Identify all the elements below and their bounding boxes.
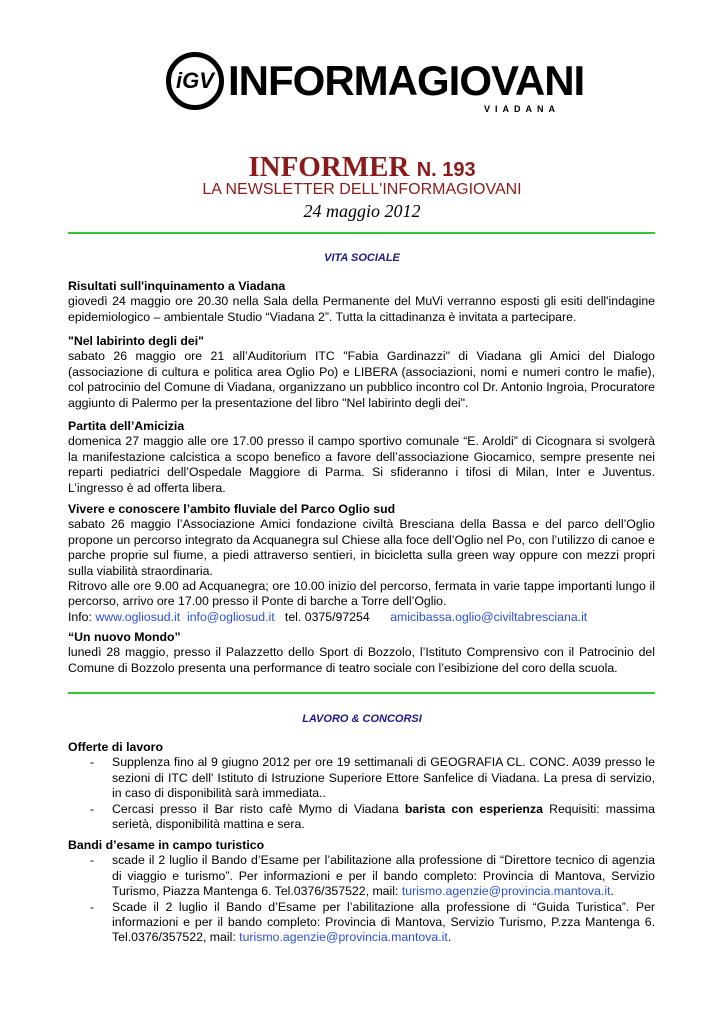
offerte-list — [68, 755, 655, 832]
logo-part-vani: VANI — [491, 57, 585, 104]
article-body: sabato 26 maggio ore 21 all’Auditorium ITC "Fabia Gardinazzi" di Viadana gli Amici del Dialogo (associazione di cultura e politica area Oglio Po) e LIBERA (associazioni, nomi e numeri contro le mafie), col patrocinio del Comune di Viadana, organizzano un pubblico incontro col Dr. Antonio Ingroia, Procuratore aggiunto di Palermo per la presentazione del libro "Nel labirinto degli dei". — [68, 349, 655, 410]
dash-marker: - — [90, 755, 95, 770]
list-item-bold: barista con esperienza — [404, 801, 543, 816]
list-item-text: Supplenza fino al 9 giugno 2012 per ore 19 settimanali di GEOGRAFIA CL. CONC. A039 presso le sezioni di ITC dell' Istituto di Istruzione Superiore Ettore Sanfelice di Viadana. La presa di servizio, in caso di disponibilità sarà immediata.. — [112, 755, 655, 801]
dash-marker: - — [90, 899, 95, 914]
list-item-text: Requisiti: massima serietà, disponibilità mattina e sera. — [112, 801, 655, 832]
article-heading: Vivere e conoscere l’ambito fluviale del Parco Oglio sud — [68, 502, 396, 516]
newsletter-subtitle: LA NEWSLETTER DELL'INFORMAGIOVANI — [202, 181, 522, 198]
dash-marker: - — [90, 853, 95, 868]
article-parco-oglio — [68, 502, 655, 625]
divider-rule — [68, 232, 655, 234]
list-item-text: scade il 2 luglio il Bando d’Esame per l’abilitazione alla professione di “Direttore tecnico di agenzia di viaggio e turismo”. Per informazioni e per il bando completo: Provincia di Mantova, Servizio Turismo, Piazza Mantenga 6. Tel.0376/357522, mail: — [112, 853, 655, 899]
article-nuovo-mondo — [68, 630, 655, 676]
article-heading: Partita dell’Amicizia — [68, 419, 185, 433]
info-label: Info: — [68, 609, 96, 624]
article-heading: “Un nuovo Mondo” — [68, 630, 181, 644]
title-text: INFORMER — [248, 151, 410, 183]
bandi-list — [68, 853, 655, 945]
list-item — [68, 802, 655, 833]
link-ogliosud[interactable]: www.ogliosud.it — [95, 609, 181, 624]
article-inquinamento — [68, 279, 655, 325]
article-heading: Risultati sull'inquinamento a Viadana — [68, 279, 286, 293]
article-heading: Bandi d’esame in campo turistico — [68, 838, 265, 852]
article-info-line — [68, 610, 655, 625]
article-heading: Offerte di lavoro — [68, 740, 163, 754]
article-body: lunedì 28 maggio, presso il Palazzetto dello Sport di Bozzolo, l’Istituto Comprensivo con il Patrocinio del Comune di Bozzolo presenta una performance di teatro sociale con l’esibizione del coro della scuola. — [68, 645, 655, 675]
logo-subtitle: VIADANA — [484, 104, 561, 114]
logo-part-gio: GIO — [416, 57, 491, 104]
section-title-vita-sociale: VITA SOCIALE — [324, 252, 400, 264]
period: . — [610, 884, 614, 899]
article-heading: "Nel labirinto degli dei" — [68, 334, 205, 348]
logo-wordmark — [228, 58, 584, 104]
link-turismo-email[interactable]: turismo.agenzie@provincia.mantova.it — [401, 884, 611, 899]
article-offerte-lavoro — [68, 740, 655, 832]
list-item — [68, 900, 655, 946]
list-item-text: Cercasi presso il Bar risto cafè Mymo di Viadana — [112, 801, 405, 816]
newsletter-date: 24 maggio 2012 — [303, 201, 421, 221]
info-tel: tel. 0375/97254 — [284, 609, 370, 624]
issue-number: N. 193 — [416, 159, 476, 181]
newsletter-title — [0, 151, 724, 184]
article-partita — [68, 419, 655, 496]
list-item-text: Scade il 2 luglio il Bando d’Esame per l’abilitazione alla professione di “Guida Turistica”. Per informazioni e per il bando completo: Provincia di Mantova, Servizio Turismo, P.zza Mantenga 6. Tel.0376/357522, mail: — [112, 899, 655, 945]
article-body: sabato 26 maggio l’Associazione Amici fondazione civiltà Bresciana della Bassa e del parco dell’Oglio propone un percorso integrato da Acquanegra sul Chiese alla foce dell’Oglio nel Po, con l’utilizzo di canoe e parche proprie sul fiume, a piedi attraverso sentieri, in bicicletta sulla green way oppure con mezzi propri sulla viabilità straordinaria. — [68, 517, 655, 578]
list-item — [68, 853, 655, 899]
article-body-2: Ritrovo alle ore 9.00 ad Acquanegra; ore 10.00 inizio del percorso, fermata in varie tappe importanti lungo il percorso, arrivo ore 17.00 presso il Ponte di barche a Torre dell’Oglio. — [68, 579, 655, 609]
article-body: domenica 27 maggio alle ore 17.00 presso il campo sportivo comunale “E. Aroldi” di Cicognara si svolgerà la manifestazione calcistica a scopo benefico a favore dell’associazione Giocamico, sempre presente nei reparti pediatrici dell’Ospedale Maggiore di Parma. Si sfideranno i tifosi di Milan, Inter e Juventus. L’ingresso è ad offerta libera. — [68, 434, 655, 495]
list-item — [68, 755, 655, 801]
article-bandi-turistico — [68, 838, 655, 946]
logo-badge-icon: iGV — [166, 52, 224, 110]
link-info-email[interactable]: info@ogliosud.it — [186, 609, 275, 624]
period: . — [447, 930, 452, 945]
divider-rule — [68, 692, 655, 694]
logo-part-informa: INFORMA — [228, 57, 417, 104]
section-title-lavoro: LAVORO & CONCORSI — [302, 713, 422, 725]
link-turismo-email[interactable]: turismo.agenzie@provincia.mantova.it — [239, 930, 448, 945]
article-body: giovedì 24 maggio ore 20.30 nella Sala della Permanente del MuVi verranno esposti gli esiti dell'indagine epidemiologico – ambientale Studio “Viadana 2”. Tutta la cittadinanza è invitata a partecipare. — [68, 294, 655, 324]
link-amicibassa-email[interactable]: amicibassa.oglio@civiltabresciana.it — [390, 609, 588, 624]
dash-marker: - — [90, 801, 95, 816]
article-labirinto — [68, 334, 655, 411]
informagiovani-logo — [166, 48, 585, 116]
